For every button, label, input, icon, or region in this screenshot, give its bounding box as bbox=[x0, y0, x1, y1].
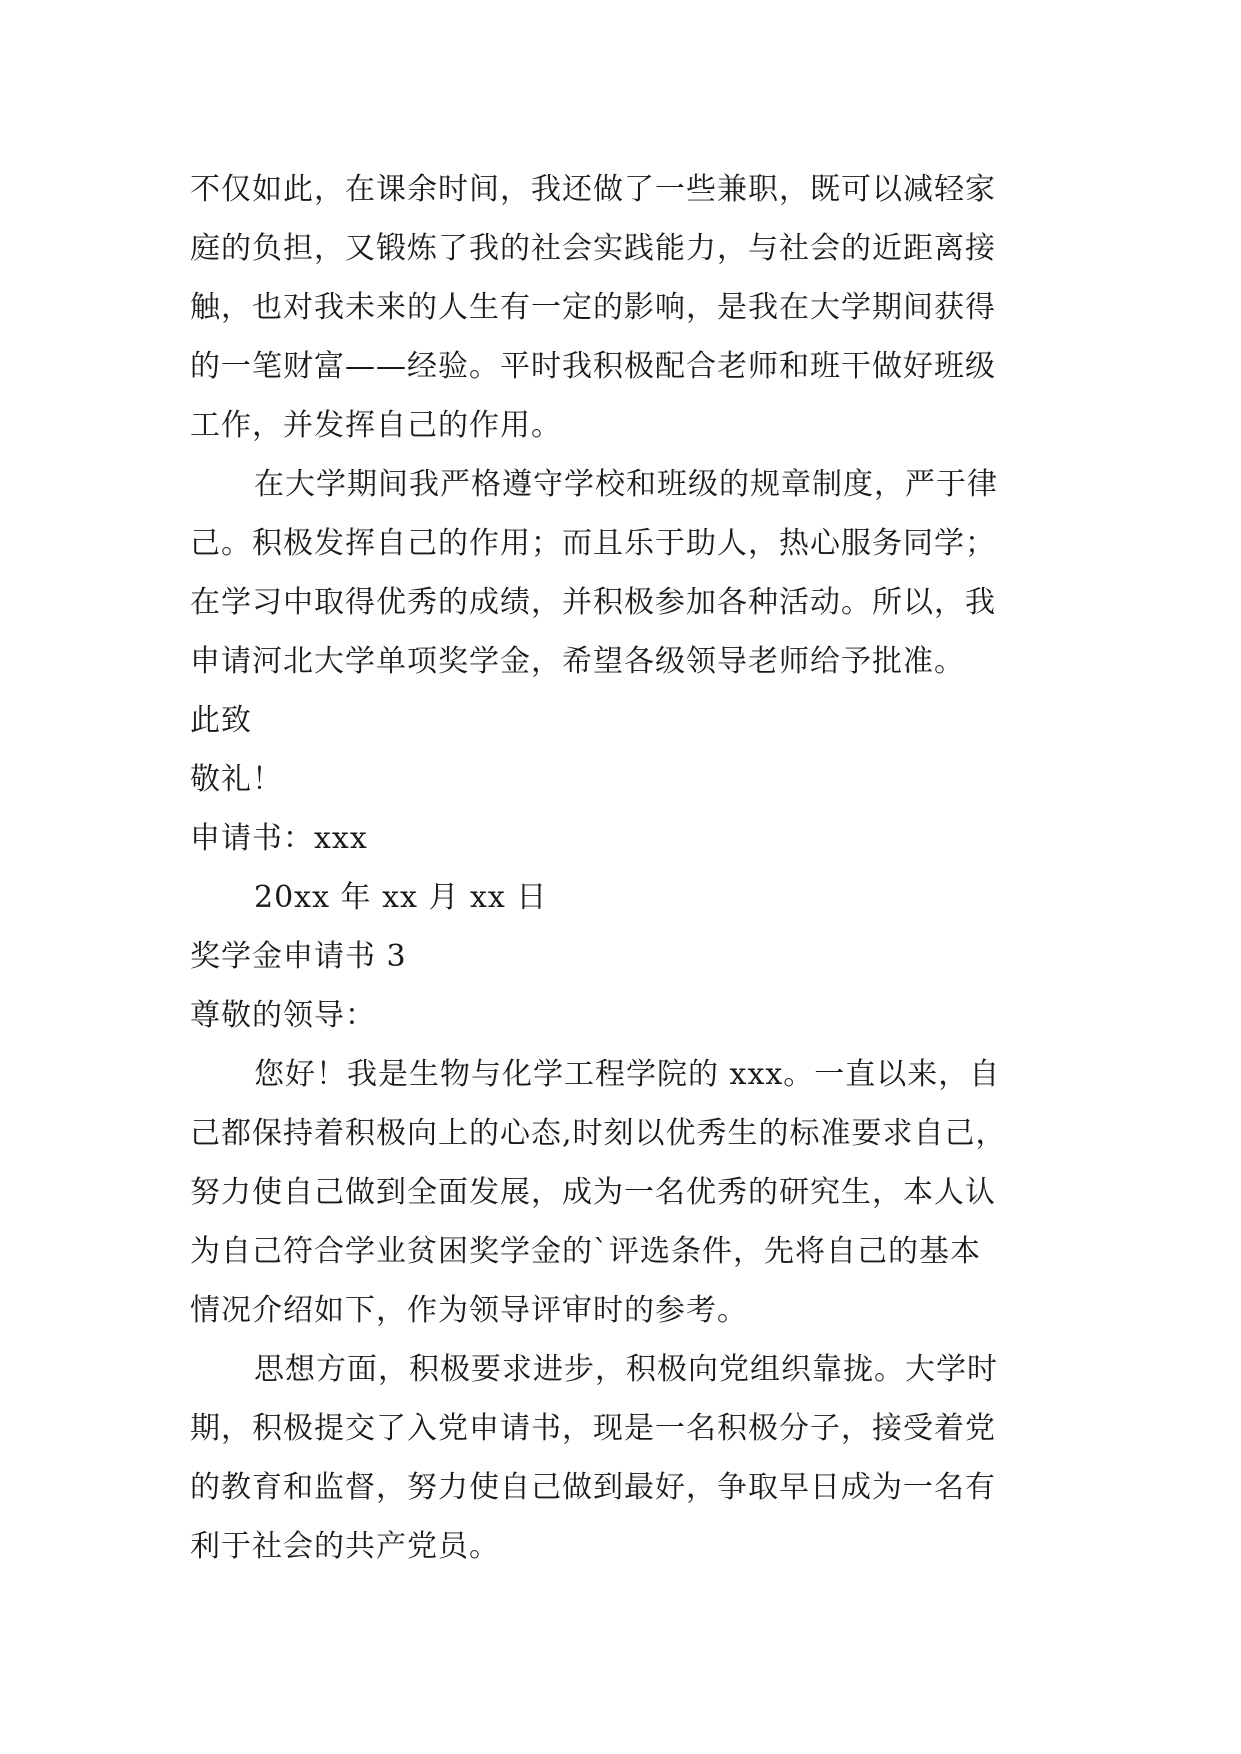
document-body bbox=[190, 160, 1050, 1576]
applicant-signature: 申请书：xxx bbox=[190, 821, 368, 856]
text-line: 工作，并发挥自己的作用。 bbox=[190, 408, 562, 443]
text-line: 的教育和监督，努力使自己做到最好，争取早日成为一名有 bbox=[190, 1470, 996, 1505]
greeting: 尊敬的领导： bbox=[190, 998, 376, 1033]
paragraph-start-line: 您好！我是生物与化学工程学院的 xxx。一直以来，自 bbox=[254, 1057, 1001, 1092]
closing-regards: 敬礼！ bbox=[190, 762, 283, 797]
text-line: 触，也对我未来的人生有一定的影响，是我在大学期间获得 bbox=[190, 290, 996, 325]
paragraph-start-line: 在大学期间我严格遵守学校和班级的规章制度，严于律 bbox=[254, 467, 998, 502]
text-line: 为自己符合学业贫困奖学金的`评选条件，先将自己的基本 bbox=[190, 1234, 981, 1269]
date-line: 20xx 年 xx 月 xx 日 bbox=[254, 880, 548, 915]
text-line: 不仅如此，在课余时间，我还做了一些兼职，既可以减轻家 bbox=[190, 172, 996, 207]
text-line: 情况介绍如下，作为领导评审时的参考。 bbox=[190, 1293, 748, 1328]
text-line: 的一笔财富——经验。平时我积极配合老师和班干做好班级 bbox=[190, 349, 996, 384]
paragraph-start-line: 思想方面，积极要求进步，积极向党组织靠拢。大学时 bbox=[254, 1352, 998, 1387]
section-title: 奖学金申请书 3 bbox=[190, 939, 407, 974]
closing-salutation: 此致 bbox=[190, 703, 252, 738]
text-line: 己都保持着积极向上的心态,时刻以优秀生的标准要求自己， bbox=[190, 1116, 1007, 1151]
text-line: 庭的负担，又锻炼了我的社会实践能力，与社会的近距离接 bbox=[190, 231, 996, 266]
text-line: 利于社会的共产党员。 bbox=[190, 1529, 500, 1564]
text-line: 期，积极提交了入党申请书，现是一名积极分子，接受着党 bbox=[190, 1411, 996, 1446]
text-line: 在学习中取得优秀的成绩，并积极参加各种活动。所以，我 bbox=[190, 585, 996, 620]
text-line: 申请河北大学单项奖学金，希望各级领导老师给予批准。 bbox=[190, 644, 965, 679]
text-line: 己。积极发挥自己的作用；而且乐于助人，热心服务同学； bbox=[190, 526, 996, 561]
text-line: 努力使自己做到全面发展，成为一名优秀的研究生，本人认 bbox=[190, 1175, 996, 1210]
